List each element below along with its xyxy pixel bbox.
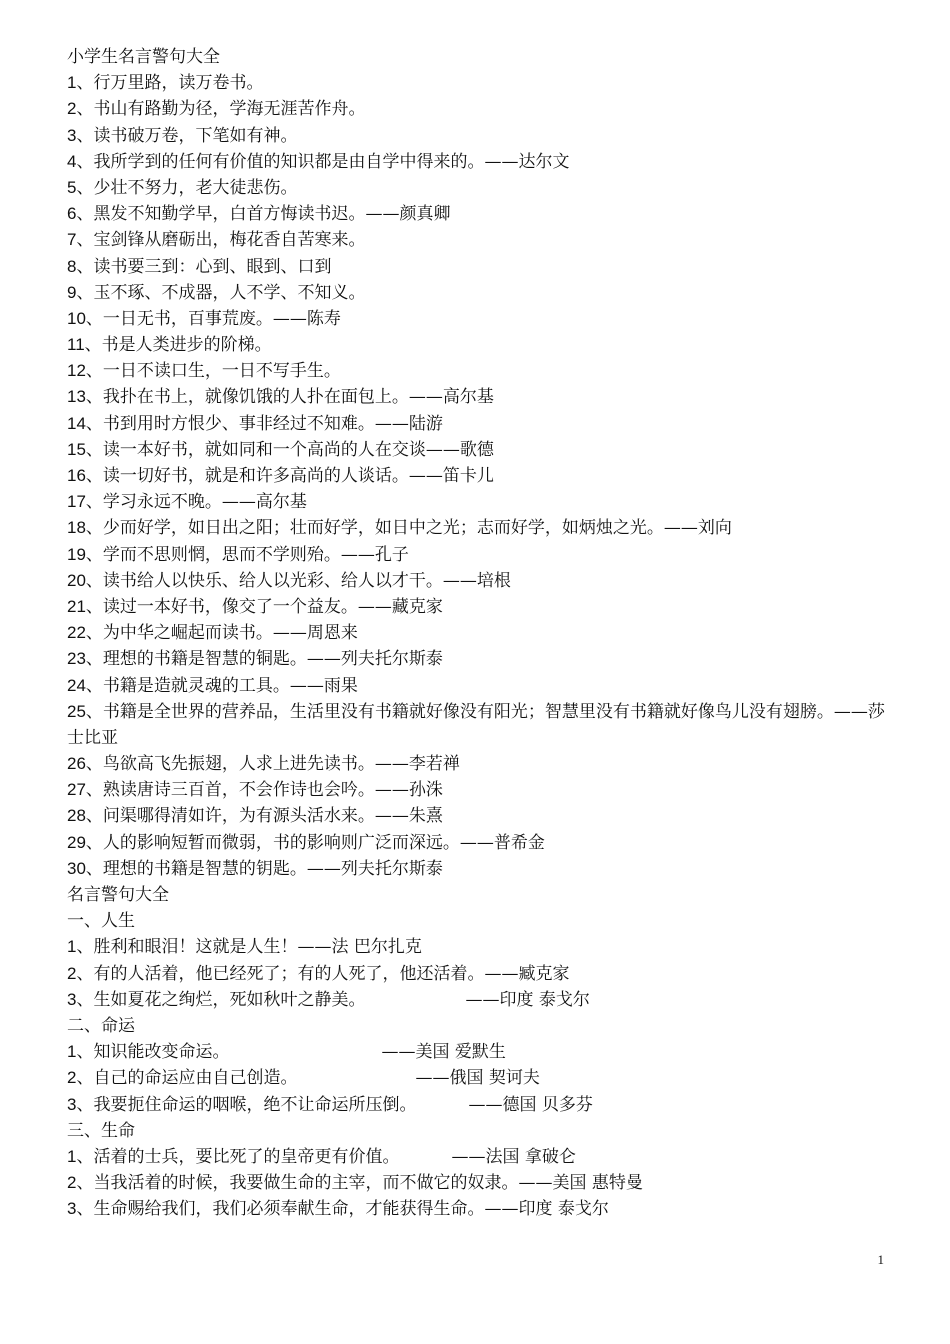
quote-separator: 、 [85, 308, 103, 329]
category-item [67, 1039, 897, 1065]
item-author: ——印度 泰戈尔 [465, 989, 590, 1010]
item-text: 活着的士兵，要比死了的皇帝更有价值。 [93, 1146, 400, 1167]
quote-number: 2 [67, 99, 77, 119]
quote-separator: 、 [85, 413, 103, 434]
item-author: ——法国 拿破仑 [451, 1146, 576, 1167]
category-item [67, 1092, 897, 1118]
quote-number: 16 [67, 466, 86, 485]
quote-text: 我扑在书上，就像饥饿的人扑在面包上。——高尔基 [102, 387, 494, 408]
item-separator: 、 [76, 1094, 94, 1115]
document-page [67, 44, 897, 1222]
quote-text: 读书要三到：心到、眼到、口到 [93, 256, 332, 277]
item-number: 1 [67, 1042, 77, 1062]
quote-separator: 、 [76, 230, 94, 251]
quote-number: 4 [67, 151, 77, 171]
section-title: 名言警句大全 [67, 885, 169, 906]
quote-separator: 、 [85, 518, 103, 539]
quote-number: 21 [67, 596, 86, 616]
category-item [67, 987, 897, 1013]
quote-number: 27 [67, 780, 86, 800]
quote-separator: 、 [85, 492, 103, 513]
category-item [67, 1170, 897, 1196]
item-author: ——德国 贝多芬 [468, 1094, 593, 1115]
quote-item [67, 358, 897, 384]
quote-number: 30 [67, 858, 86, 878]
item-number: 3 [67, 989, 77, 1009]
quote-number: 7 [67, 230, 77, 250]
page-number: 1 [877, 1252, 884, 1267]
quote-number: 25 [67, 701, 86, 721]
item-separator: 、 [76, 1199, 94, 1220]
category-item [67, 1196, 897, 1222]
quote-number: 26 [67, 754, 86, 774]
quote-separator: 、 [85, 780, 103, 801]
quote-number: 28 [67, 806, 86, 826]
item-text: 胜利和眼泪！这就是人生！——法 巴尔扎克 [93, 937, 422, 958]
item-separator: 、 [76, 1042, 94, 1063]
item-separator: 、 [76, 989, 94, 1010]
quote-separator: 、 [76, 256, 94, 277]
quote-separator: 、 [85, 361, 103, 382]
quote-item [67, 751, 897, 777]
quote-item [67, 673, 897, 699]
item-number: 1 [67, 937, 77, 957]
quote-separator: 、 [76, 177, 94, 198]
quote-number: 29 [67, 832, 86, 852]
quote-text: 读书破万卷，下笔如有神。 [93, 125, 298, 146]
quote-separator: 、 [85, 596, 103, 617]
category-item [67, 1065, 897, 1091]
quote-item [67, 332, 897, 358]
quote-separator: 、 [76, 125, 94, 146]
category-heading: 三、生命 [67, 1120, 135, 1141]
quote-number: 20 [67, 570, 86, 590]
quote-number: 1 [67, 73, 77, 93]
quote-number: 19 [67, 544, 86, 564]
item-text: 自己的命运应由自己创造。 [93, 1068, 298, 1089]
quote-separator: 、 [76, 73, 94, 94]
item-separator: 、 [76, 963, 94, 984]
item-text: 有的人活着，他已经死了；有的人死了，他还活着。——臧克家 [93, 963, 570, 984]
item-separator: 、 [76, 937, 94, 958]
quote-text: 读一本好书，就如同和一个高尚的人在交谈——歌德 [102, 439, 494, 460]
item-text: 生如夏花之绚烂，死如秋叶之静美。 [93, 989, 366, 1010]
item-number: 2 [67, 963, 77, 983]
quote-number: 24 [67, 675, 86, 695]
quote-item [67, 463, 897, 489]
quote-separator: 、 [85, 649, 103, 670]
quote-item [67, 777, 897, 803]
category-heading: 一、人生 [67, 911, 135, 932]
quote-text: 熟读唐诗三百首，不会作诗也会吟。——孙洙 [102, 780, 443, 801]
quote-number: 11 [67, 335, 85, 355]
quote-item [67, 123, 897, 149]
quote-separator: 、 [76, 99, 94, 120]
quote-item [67, 96, 897, 122]
item-number: 2 [67, 1173, 77, 1193]
quote-number: 23 [67, 649, 86, 669]
quote-separator: 、 [76, 204, 94, 225]
quote-text: 理想的书籍是智慧的钥匙。——列夫托尔斯泰 [102, 858, 443, 879]
quote-number: 14 [67, 413, 86, 433]
quote-text: 书山有路勤为径，学海无涯苦作舟。 [93, 99, 366, 120]
quote-separator: 、 [85, 701, 103, 722]
quote-separator: 、 [85, 806, 103, 827]
quote-number: 5 [67, 177, 77, 197]
quote-number: 12 [67, 361, 86, 381]
quote-number: 15 [67, 439, 86, 459]
quote-separator: 、 [85, 754, 103, 775]
quote-separator: 、 [85, 858, 103, 879]
quote-item [67, 175, 897, 201]
quote-text: 书到用时方恨少、事非经过不知难。——陆游 [102, 413, 443, 434]
quote-separator: 、 [85, 439, 103, 460]
quote-separator: 、 [85, 387, 103, 408]
quote-number: 6 [67, 204, 77, 224]
quote-text: 人的影响短暂而微弱，书的影响则广泛而深远。——普希金 [102, 832, 545, 853]
quote-text: 问渠哪得清如许，为有源头活水来。——朱熹 [102, 806, 443, 827]
quote-number: 8 [67, 256, 77, 276]
quote-text: 书籍是造就灵魂的工具。——雨果 [102, 675, 358, 696]
quote-separator: 、 [85, 544, 103, 565]
category-item [67, 961, 897, 987]
quote-item [67, 437, 897, 463]
quote-text: 行万里路，读万卷书。 [93, 73, 264, 94]
item-separator: 、 [76, 1173, 94, 1194]
quote-item [67, 594, 897, 620]
quote-item [67, 306, 897, 332]
quote-item [67, 542, 897, 568]
quote-item [67, 280, 897, 306]
quote-text: 我所学到的任何有价值的知识都是由自学中得来的。——达尔文 [93, 151, 570, 172]
category-item [67, 934, 897, 960]
item-separator: 、 [76, 1068, 94, 1089]
quote-text: 黑发不知勤学早，白首方悔读书迟。——颜真卿 [93, 204, 451, 225]
item-separator: 、 [76, 1146, 94, 1167]
quote-separator: 、 [76, 151, 94, 172]
quote-text: 读书给人以快乐、给人以光彩、给人以才干。——培根 [102, 570, 511, 591]
quote-item [67, 646, 897, 672]
category-item [67, 1144, 897, 1170]
item-text: 我要扼住命运的咽喉，绝不让命运所压倒。 [93, 1094, 417, 1115]
quote-item [67, 856, 897, 882]
item-number: 3 [67, 1199, 77, 1219]
quote-number: 13 [67, 387, 86, 407]
quote-text: 一日无书，百事荒废。——陈寿 [102, 308, 341, 329]
quote-item [67, 803, 897, 829]
quote-text: 学习永远不晚。——高尔基 [102, 492, 307, 513]
quote-text: 书籍是全世界的营养品，生活里没有书籍就好像没有阳光；智慧里没有书籍就好像鸟儿没有翅膀。——莎士比亚 [67, 701, 885, 748]
quote-item [67, 149, 897, 175]
quote-number: 3 [67, 125, 77, 145]
quote-separator: 、 [85, 570, 103, 591]
quote-text: 读一切好书，就是和许多高尚的人谈话。——笛卡儿 [102, 466, 494, 486]
quote-item [67, 620, 897, 646]
quote-number: 17 [67, 492, 86, 512]
category-heading: 二、命运 [67, 1015, 135, 1036]
quote-item [67, 227, 897, 253]
quote-separator: 、 [76, 282, 94, 303]
quote-item [67, 515, 897, 541]
quote-separator: 、 [85, 623, 103, 644]
quote-item [67, 699, 897, 751]
quote-list [67, 70, 897, 882]
quote-text: 玉不琢、不成器，人不学、不知义。 [93, 282, 366, 303]
quote-text: 学而不思则惘，思而不学则殆。——孔子 [102, 544, 409, 565]
quote-item [67, 489, 897, 515]
quote-text: 理想的书籍是智慧的铜匙。——列夫托尔斯泰 [102, 649, 443, 670]
quote-text: 少而好学，如日出之阳；壮而好学，如日中之光；志而好学，如炳烛之光。——刘向 [102, 518, 732, 539]
quote-text: 读过一本好书，像交了一个益友。——藏克家 [102, 596, 443, 617]
category-list [67, 908, 897, 1222]
quote-item [67, 830, 897, 856]
quote-separator: 、 [85, 832, 103, 853]
item-number: 2 [67, 1068, 77, 1088]
quote-number: 9 [67, 282, 77, 302]
quote-item [67, 254, 897, 280]
quote-number: 22 [67, 623, 86, 643]
quote-separator: 、 [85, 466, 103, 486]
item-text: 知识能改变命运。 [93, 1042, 230, 1063]
quote-item [67, 568, 897, 594]
quote-item [67, 411, 897, 437]
quote-item [67, 70, 897, 96]
quote-item [67, 201, 897, 227]
item-number: 3 [67, 1094, 77, 1114]
quote-text: 书是人类进步的阶梯。 [101, 335, 272, 356]
quote-number: 18 [67, 518, 86, 538]
quote-item [67, 384, 897, 410]
quote-text: 一日不读口生，一日不写手生。 [102, 361, 341, 382]
quote-text: 为中华之崛起而读书。——周恩来 [102, 623, 358, 644]
quote-text: 少壮不努力，老大徒悲伤。 [93, 177, 298, 198]
quote-separator: 、 [85, 675, 103, 696]
item-number: 1 [67, 1146, 77, 1166]
quote-text: 鸟欲高飞先振翅，人求上进先读书。——李若禅 [102, 754, 460, 775]
item-text: 当我活着的时候，我要做生命的主宰，而不做它的奴隶。——美国 惠特曼 [93, 1173, 643, 1194]
quote-separator: 、 [84, 335, 102, 356]
item-author: ——美国 爱默生 [381, 1042, 506, 1063]
item-author: ——俄国 契诃夫 [415, 1068, 540, 1089]
item-text: 生命赐给我们，我们必须奉献生命，才能获得生命。——印度 泰戈尔 [93, 1199, 609, 1220]
document-title: 小学生名言警句大全 [67, 47, 220, 67]
quote-text: 宝剑锋从磨砺出，梅花香自苦寒来。 [93, 230, 366, 251]
quote-number: 10 [67, 308, 86, 328]
